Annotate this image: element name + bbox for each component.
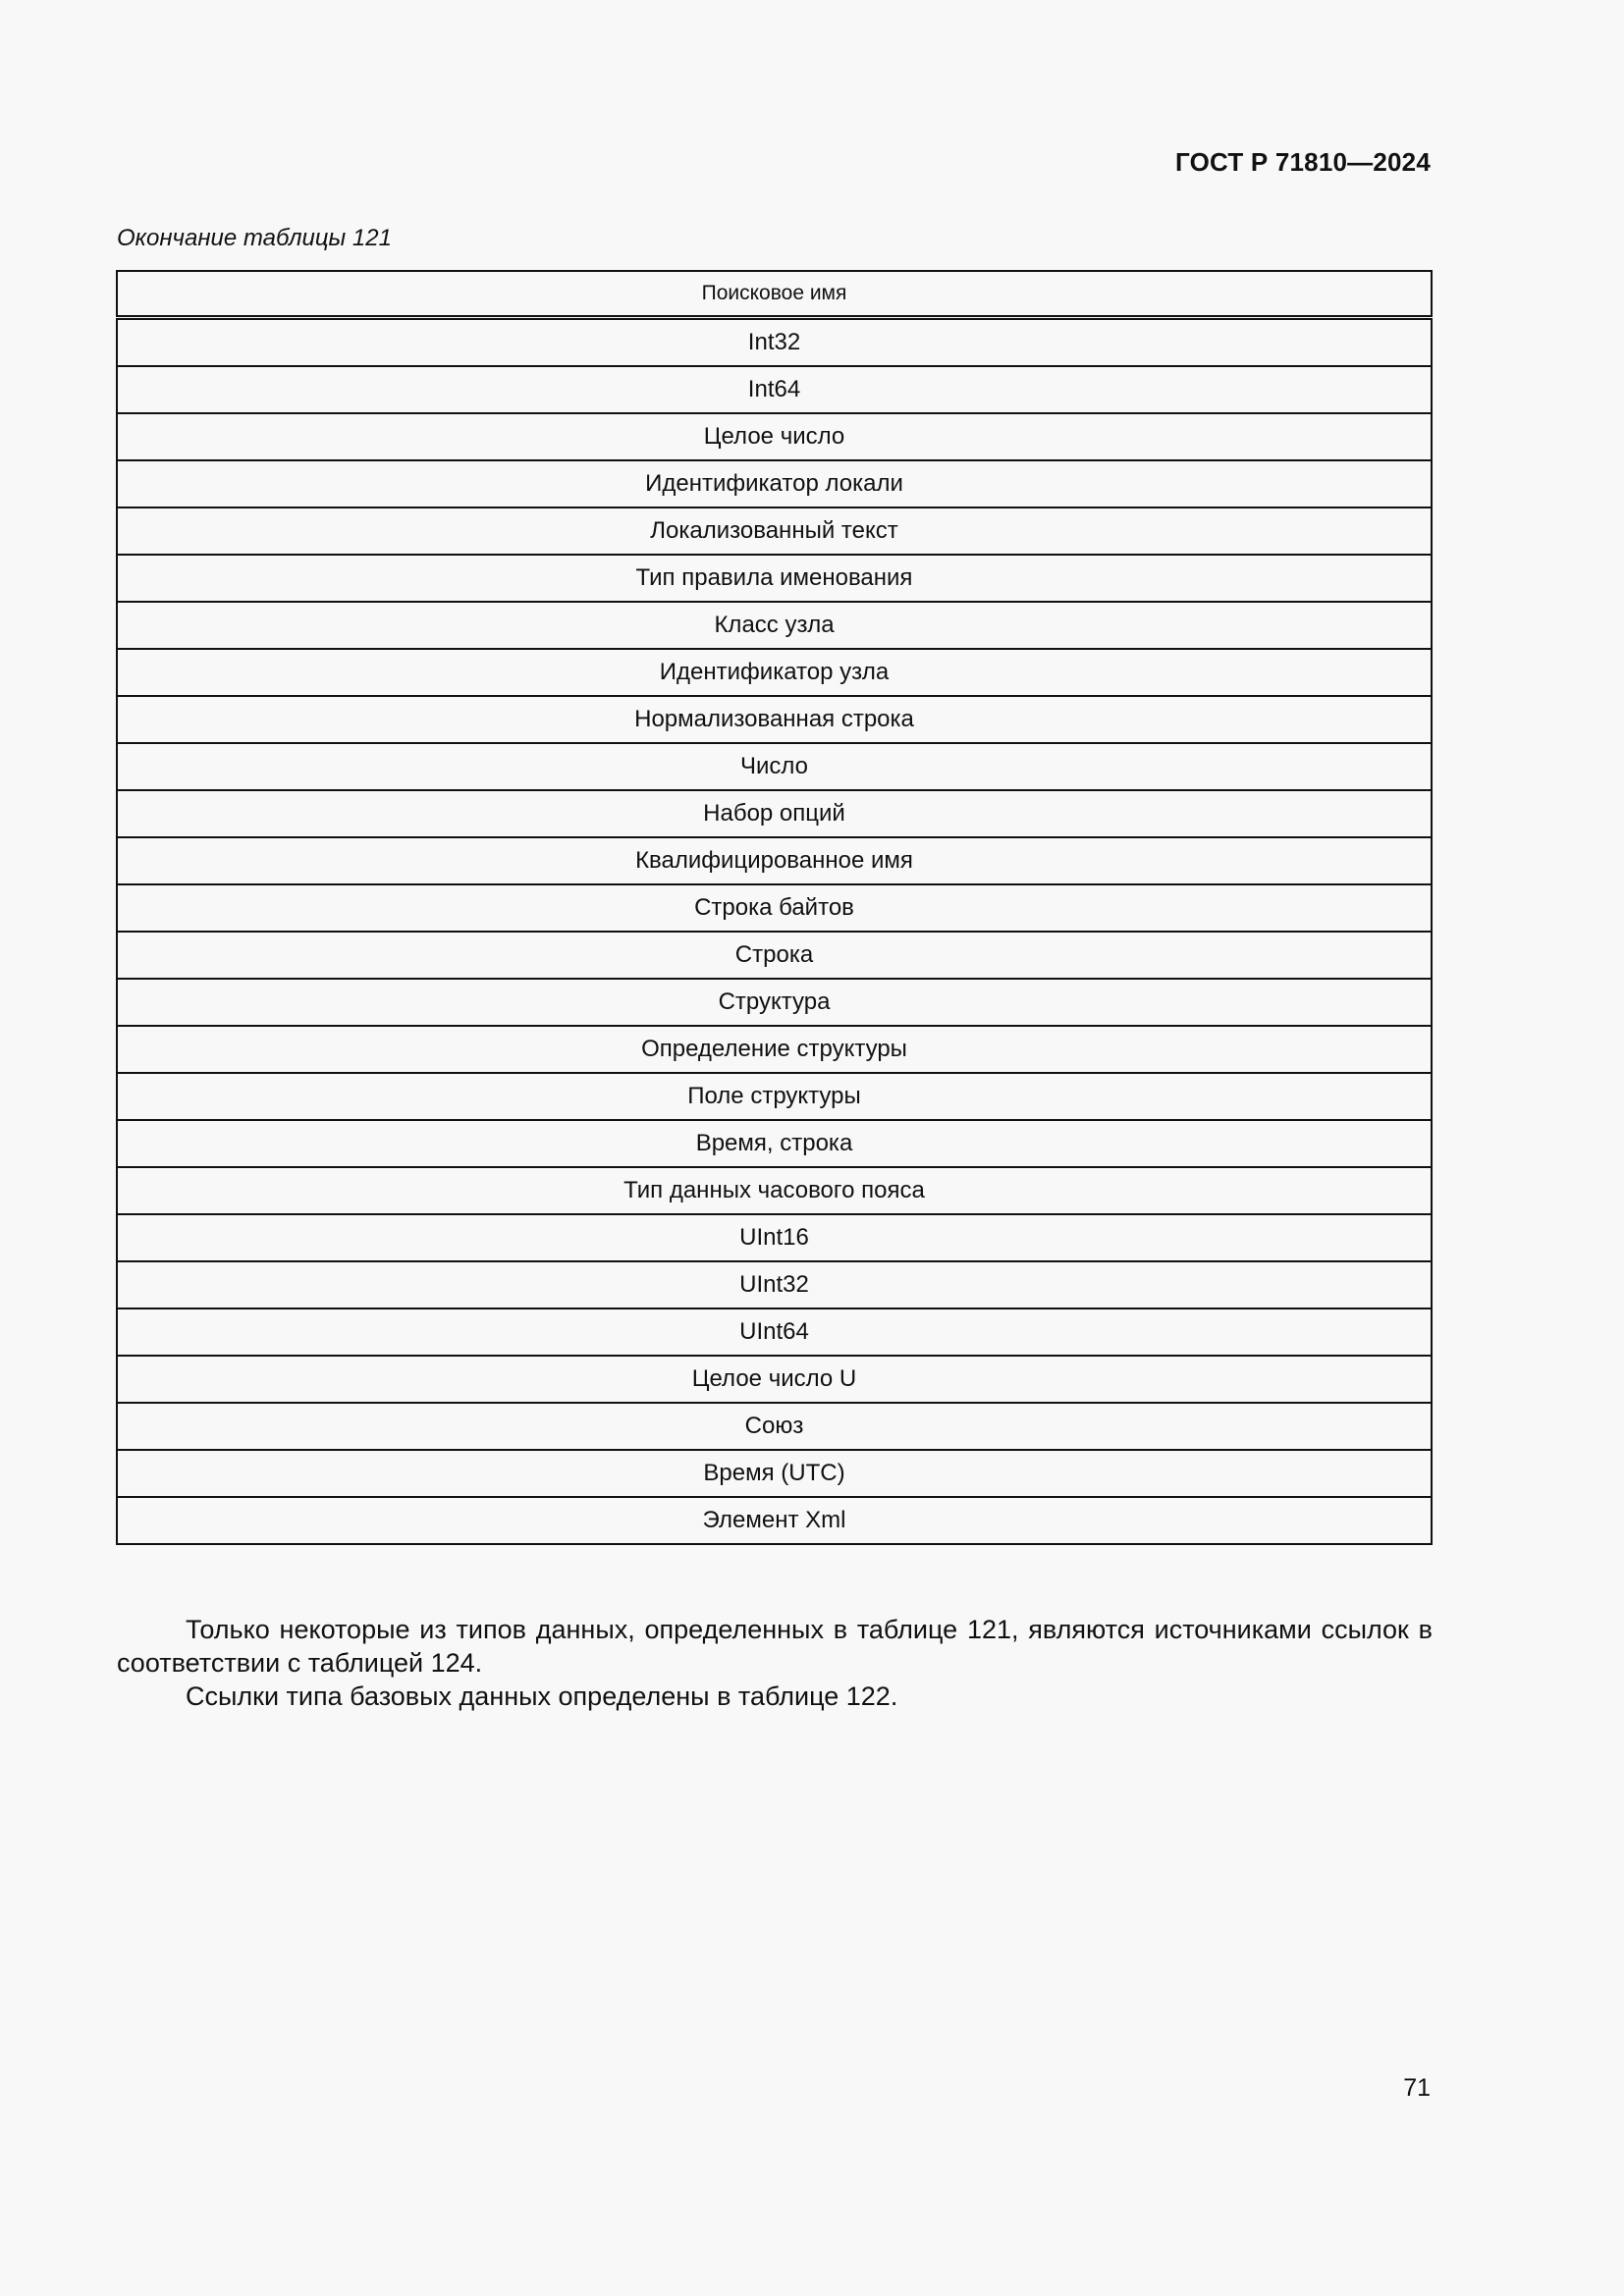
table-row — [117, 837, 1432, 884]
table-row — [117, 1214, 1432, 1261]
table-body — [117, 318, 1432, 1545]
table-row — [117, 1167, 1432, 1214]
table-row — [117, 696, 1432, 743]
table-cell-search-name: Строка — [117, 932, 1432, 979]
table-cell-search-name: Целое число U — [117, 1356, 1432, 1403]
table-cell-search-name: Набор опций — [117, 790, 1432, 837]
table-cell-search-name: Число — [117, 743, 1432, 790]
table-cell-search-name: Определение структуры — [117, 1026, 1432, 1073]
table-row — [117, 790, 1432, 837]
table-row — [117, 1403, 1432, 1450]
table-cell-search-name: Структура — [117, 979, 1432, 1026]
table-cell-search-name: Класс узла — [117, 602, 1432, 649]
table-header-row — [117, 271, 1432, 318]
table-cell-search-name: Поле структуры — [117, 1073, 1432, 1120]
document-code: ГОСТ Р 71810—2024 — [1175, 147, 1431, 177]
table-cell-search-name: Идентификатор узла — [117, 649, 1432, 696]
table-cell-search-name: Int32 — [117, 318, 1432, 367]
table-cell-search-name: Тип правила именования — [117, 555, 1432, 602]
table-cell-search-name: Время (UTC) — [117, 1450, 1432, 1497]
table-row — [117, 366, 1432, 413]
table-row — [117, 1073, 1432, 1120]
body-text — [117, 1613, 1433, 1713]
table-row — [117, 884, 1432, 932]
table-cell-search-name: Идентификатор локали — [117, 460, 1432, 507]
paragraph: Только некоторые из типов данных, определенных в таблице 121, являются источниками ссылок в соответствии с таблицей 124. — [117, 1615, 1433, 1678]
table-row — [117, 460, 1432, 507]
table-cell-search-name: UInt64 — [117, 1308, 1432, 1356]
table-cell-search-name: Строка байтов — [117, 884, 1432, 932]
table-cell-search-name: Целое число — [117, 413, 1432, 460]
table-cell-search-name: Квалифицированное имя — [117, 837, 1432, 884]
table-cell-search-name: Элемент Xml — [117, 1497, 1432, 1544]
table-row — [117, 649, 1432, 696]
table-row — [117, 1120, 1432, 1167]
table-cell-search-name: UInt32 — [117, 1261, 1432, 1308]
table-row — [117, 932, 1432, 979]
table-cell-search-name: Int64 — [117, 366, 1432, 413]
table-row — [117, 1261, 1432, 1308]
column-header-search-name: Поисковое имя — [117, 271, 1432, 318]
table-row — [117, 602, 1432, 649]
table-row — [117, 1497, 1432, 1544]
table-row — [117, 1450, 1432, 1497]
table-cell-search-name: UInt16 — [117, 1214, 1432, 1261]
table-cell-search-name: Тип данных часового пояса — [117, 1167, 1432, 1214]
table-row — [117, 318, 1432, 367]
table-row — [117, 507, 1432, 555]
paragraph: Ссылки типа базовых данных определены в таблице 122. — [186, 1682, 898, 1711]
table-cell-search-name: Время, строка — [117, 1120, 1432, 1167]
table-row — [117, 1026, 1432, 1073]
table-row — [117, 743, 1432, 790]
page-number: 71 — [1403, 2074, 1431, 2102]
search-name-table — [116, 270, 1433, 1545]
table-cell-search-name: Союз — [117, 1403, 1432, 1450]
table-row — [117, 1356, 1432, 1403]
table-cell-search-name: Нормализованная строка — [117, 696, 1432, 743]
table-caption: Окончание таблицы 121 — [117, 225, 392, 251]
table-cell-search-name: Локализованный текст — [117, 507, 1432, 555]
table-row — [117, 413, 1432, 460]
table-row — [117, 1308, 1432, 1356]
table-row — [117, 555, 1432, 602]
table-row — [117, 979, 1432, 1026]
